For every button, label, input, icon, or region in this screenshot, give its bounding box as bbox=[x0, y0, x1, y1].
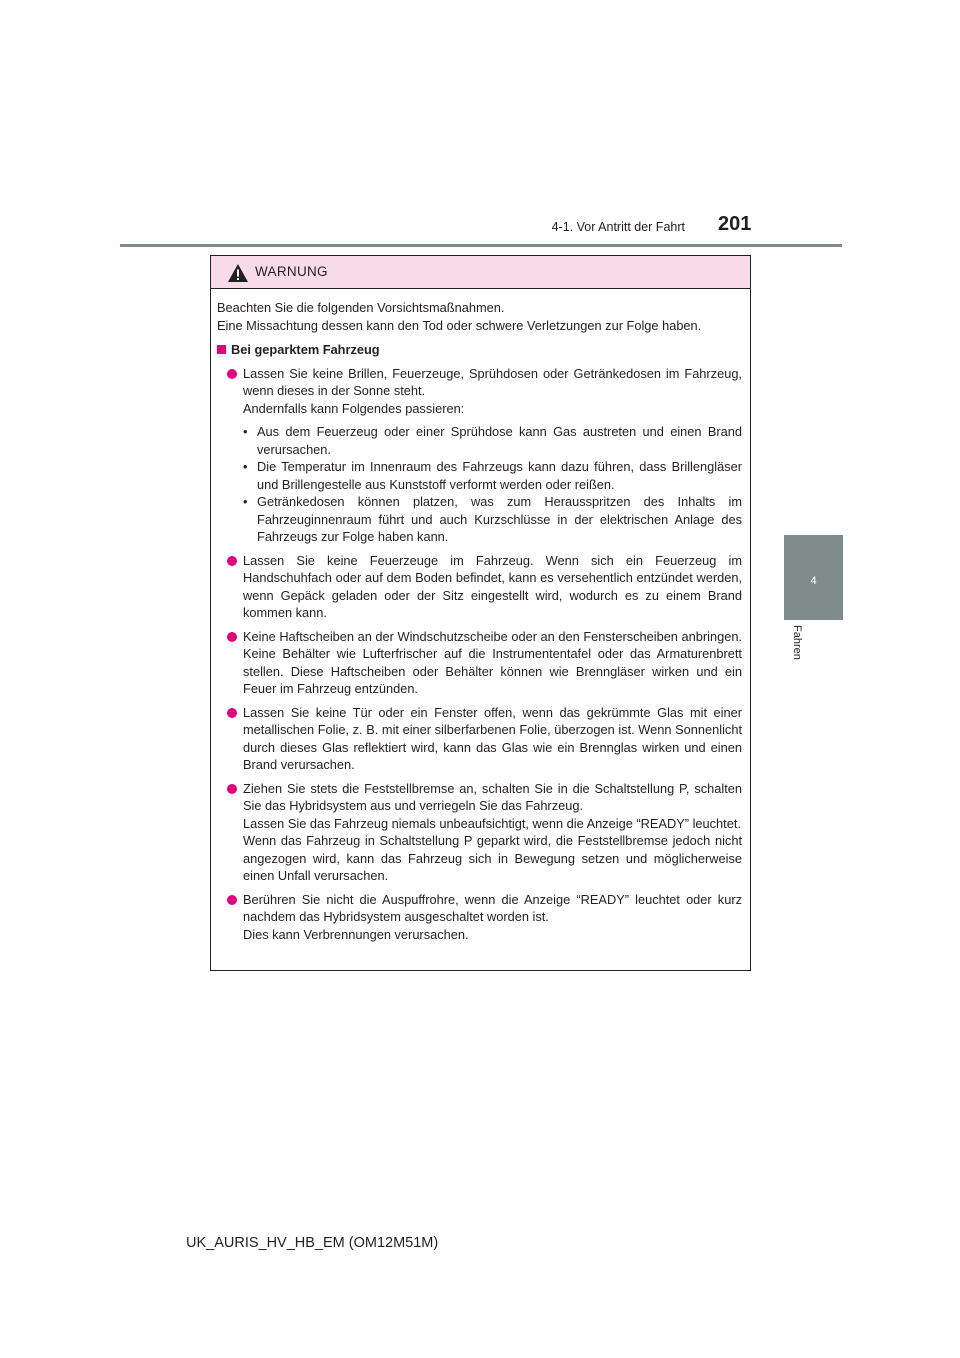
warning-intro bbox=[217, 299, 744, 334]
chapter-label: Fahren bbox=[791, 625, 803, 660]
chapter-number: 4 bbox=[810, 575, 817, 587]
warning-box bbox=[210, 255, 751, 971]
circle-bullet-icon bbox=[227, 784, 237, 794]
warning-triangle-icon bbox=[227, 263, 249, 283]
sub-item-text: Getränkedosen können platzen, was zum Herausspritzen des Inhalts im Fahrzeuginnenraum führt und auch Kurzschlüsse in der elektrischen Anlage des Fahrzeugs zur Folge haben kann. bbox=[257, 494, 742, 544]
warning-item bbox=[217, 552, 744, 622]
item-text: Berühren Sie nicht die Auspuffrohre, wenn die Anzeige “READY” leuchtet oder kurz nachdem das Hybridsystem ausgeschaltet worden ist. bbox=[243, 891, 742, 924]
item-text: Andernfalls kann Folgendes passieren: bbox=[243, 400, 465, 416]
warning-title: WARNUNG bbox=[255, 264, 328, 279]
sub-item bbox=[243, 493, 742, 546]
item-text: Keine Haftscheiben an der Windschutzscheibe oder an den Fensterscheiben anbringen. Keine Behälter wie Lufterfrischer auf die Instrumententafel oder das Armaturenbrett stellen. Diese Haftscheiben oder Behälter können wie Brenngläser wirken und ein Feuer im Fahrzeug entzünden. bbox=[243, 628, 742, 696]
intro-line: Eine Missachtung dessen kann den Tod oder schwere Verletzungen zur Folge haben. bbox=[217, 317, 702, 333]
small-bullet-icon: • bbox=[243, 494, 248, 509]
sub-item-text: Aus dem Feuerzeug oder einer Sprühdose kann Gas austreten und einen Brand verursachen. bbox=[257, 424, 742, 457]
warning-item bbox=[217, 704, 744, 774]
item-text: Lassen Sie keine Brillen, Feuerzeuge, Sprühdosen oder Getränkedosen im Fahrzeug, wenn dieses in der Sonne steht. bbox=[243, 365, 742, 398]
warning-item bbox=[217, 628, 744, 698]
circle-bullet-icon bbox=[227, 556, 237, 566]
warning-item bbox=[217, 365, 744, 546]
item-text: Wenn das Fahrzeug in Schaltstellung P geparkt wird, die Feststellbremse jedoch nicht angezogen wird, kann das Fahrzeug sich in Bewegung setzen und möglicherweise einen Unfall verursachen. bbox=[243, 833, 742, 883]
page-number: 201 bbox=[718, 213, 752, 235]
warning-item bbox=[217, 891, 744, 944]
intro-line: Beachten Sie die folgenden Vorsichtsmaßnahmen. bbox=[217, 300, 505, 315]
circle-bullet-icon bbox=[227, 369, 237, 379]
item-text: Lassen Sie das Fahrzeug niemals unbeaufsichtigt, wenn die Anzeige “READY” leuchtet. bbox=[243, 815, 741, 831]
chapter-tab bbox=[784, 535, 843, 620]
sub-item bbox=[243, 423, 742, 458]
warning-item bbox=[217, 780, 744, 885]
warning-header bbox=[211, 256, 750, 289]
sub-item bbox=[243, 458, 742, 493]
circle-bullet-icon bbox=[227, 895, 237, 905]
sub-item-text: Die Temperatur im Innenraum des Fahrzeugs kann dazu führen, dass Brillengläser und Brillengestelle aus Kunststoff verformt werden oder reißen. bbox=[257, 459, 742, 492]
small-bullet-icon: • bbox=[243, 459, 248, 474]
item-text: Lassen Sie keine Feuerzeuge im Fahrzeug. Wenn sich ein Feuerzeug im Handschuhfach oder auf dem Boden befindet, kann es versehentlich entzündet werden, wenn Gepäck geladen oder der Sitz eingestellt wird, wodurch es zu einem Brand kommen kann. bbox=[243, 552, 742, 620]
circle-bullet-icon bbox=[227, 708, 237, 718]
square-bullet-icon bbox=[217, 345, 226, 354]
warning-section-heading bbox=[217, 341, 744, 359]
header-divider bbox=[120, 244, 842, 247]
section-title: 4-1. Vor Antritt der Fahrt bbox=[551, 220, 685, 234]
item-text: Lassen Sie keine Tür oder ein Fenster offen, wenn das gekrümmte Glas mit einer metallischen Folie, z. B. mit einer silberfarbenen Folie, überzogen ist. Wenn Sonnenlicht durch dieses Glas reflektiert wird, kann das Glas wie ein Brennglas wirken und einen Brand verursachen. bbox=[243, 704, 742, 772]
document-code: UK_AURIS_HV_HB_EM (OM12M51M) bbox=[186, 1235, 439, 1251]
sub-list bbox=[243, 423, 742, 546]
circle-bullet-icon bbox=[227, 632, 237, 642]
warning-body bbox=[211, 289, 750, 943]
section-heading-text: Bei geparktem Fahrzeug bbox=[231, 342, 380, 357]
item-text: Dies kann Verbrennungen verursachen. bbox=[243, 926, 469, 942]
small-bullet-icon: • bbox=[243, 424, 248, 439]
item-text: Ziehen Sie stets die Feststellbremse an, schalten Sie in die Schaltstellung P, schalten Sie das Hybridsystem aus und verriegeln Sie das Fahrzeug. bbox=[243, 780, 742, 813]
